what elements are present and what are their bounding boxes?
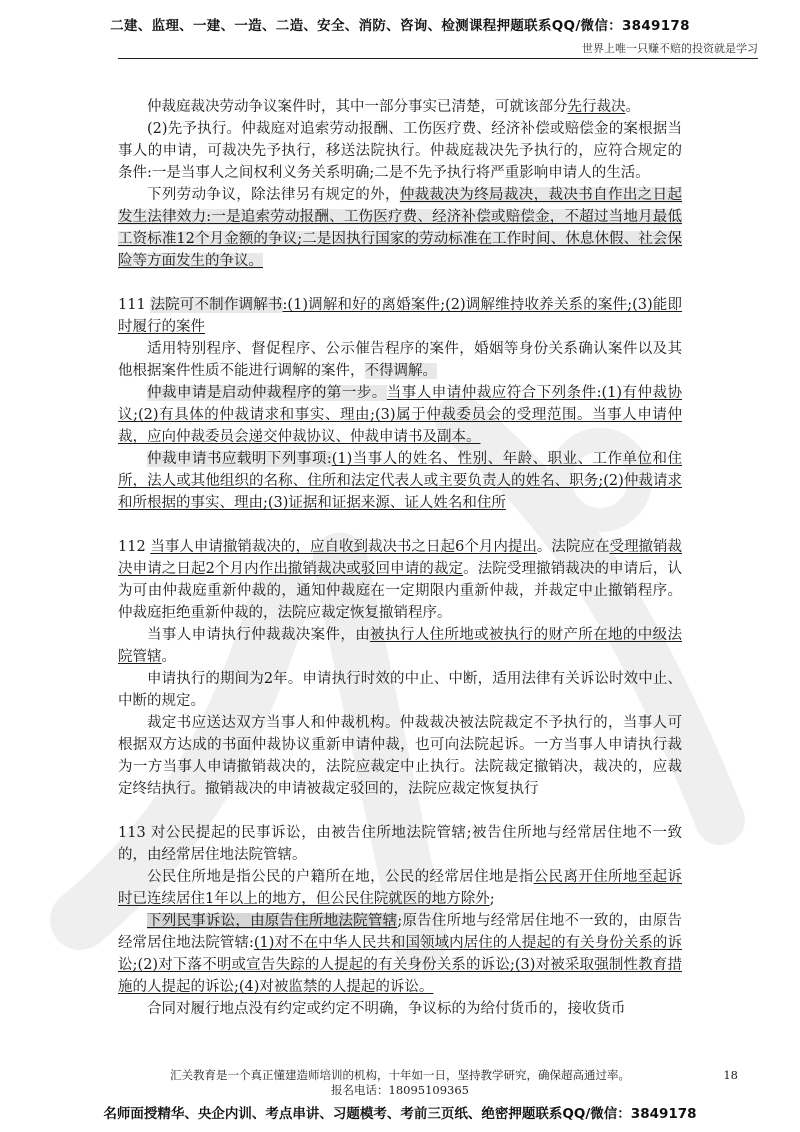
paragraph [118,382,682,448]
text-segment: 仲裁裁决为终局裁决，裁决书自作出之日起发生法律效力 [118,187,682,225]
paragraph [118,294,682,338]
text-segment: 。法院应在 [536,539,610,555]
paragraph [118,448,682,514]
paragraph [118,866,682,910]
page-number: 18 [723,1068,738,1082]
text-segment: 当事人申请执行仲裁裁决案件，由 [147,627,371,643]
paragraph [118,96,682,118]
header-divider [118,58,758,59]
paragraph [118,184,682,272]
text-segment: 。 [161,649,176,665]
text-segment: 113 对公民提起的民事诉讼，由被告住所地法院管辖;被告住所地与经常居住地不一致的，由经常居住地法院管辖。 [118,825,682,863]
footer-tagline: 汇关教育是一个真正懂建造师培训的机构，十年如一日，坚持教学研究，确保超高通过率。 [170,1068,630,1082]
paragraph [118,910,682,998]
paragraph [118,998,682,1020]
text-segment: ; [489,891,495,907]
text-segment: 合同对履行地点没有约定或约定不明确，争议标的为给付货币的，接收货币 [147,1001,626,1017]
text-segment: 下列民事诉讼，由原告住所地法院管辖 [147,913,398,929]
bottom-contact-banner: 名师面授精华、央企内训、考点串讲、习题模考、考前三页纸、绝密押题联系QQ/微信：3849178 [103,1106,697,1122]
text-segment: ;原告住所地与经常居住地不一致的，由原告经常居住地法院管辖: [118,913,682,951]
text-segment: 适用特别程序、督促程序、公示催告程序的案件，婚姻等身份关系确认案件以及其他根据案件性质不能进行调解的案件， [118,341,682,379]
footer-phone: 报名电话：18095109365 [331,1083,469,1097]
top-contact-banner: 二建、监理、一建、一造、二造、安全、消防、咨询、检测课程押题联系QQ/微信：3849178 [110,18,690,34]
text-segment: 公民离开住所地至起诉时已连续居住1年以上的地方，但公民住院就医的地方除外 [118,869,682,907]
text-segment: 。 [625,99,640,115]
paragraph [118,536,682,624]
text-segment: 法院可不制作调解书 [150,297,283,313]
footer-text [0,1068,800,1098]
text-segment: :(1)调解和好的离婚案件;(2)调解维持收养关系的案件;(3)能即时履行的案件 [118,297,682,335]
text-segment: 申请执行的期间为2年。申请执行时效的中止、中断，适用法律有关诉讼时效中止、中断的规定。 [118,671,682,709]
header-slogan: 世界上唯一只赚不赔的投资就是学习 [582,42,758,55]
document-body [118,96,682,1020]
text-segment: 当事人申请撤销裁决的，应自收到裁决书之日起6个月内提出 [150,539,537,555]
text-segment: 。法院受理撤销裁决的申请后，认为可由仲裁庭重新仲裁的，通知仲裁庭在一定期限内重新仲裁，并裁定中止撤销程序。仲裁庭拒绝重新仲裁的，法院应裁定恢复撤销程序。 [118,561,682,621]
text-segment: 下列劳动争议，除法律另有规定的外， [147,187,400,203]
text-segment: 仲裁庭裁决劳动争议案件时，其中一部分事实已清楚，可就该部分 [147,99,568,115]
text-segment: (1)有仲裁协议;(2)有具体的仲裁请求和事实、理由;(3)属于仲裁委员会的受理范围。当事人申请仲裁，应向仲裁委员会递交仲裁协议、仲裁申请书及副本。 [118,385,683,445]
paragraph [118,822,682,866]
paragraph [118,712,682,800]
text-segment: 先行裁决 [567,99,626,115]
text-segment: (1)当事人的姓名、性别、年龄、职业、工作单位和住所，法人或其他组织的名称、住所和法定代表人或主要负责人的姓名、职务;(2)仲裁请求和所根据的事实、理由;(3)证据和证据来源、证人姓名和住所 [118,451,682,511]
text-segment: 111 [118,297,151,313]
paragraph [118,624,682,668]
paragraph [118,338,682,382]
text-segment: :一是追索劳动报酬、工伤医疗费、经济补偿或赔偿金，不超过当地月最低工资标准12个月金额的争议;二是因执行国家的劳动标准在工作时间、休息休假、社会保险等方面发生的争议。 [118,209,682,269]
paragraph [118,668,682,712]
text-segment: 仲裁申请是启动仲裁程序的第一步。 [147,385,387,401]
text-segment: 裁定书应送达双方当事人和仲裁机构。仲裁裁决被法院裁定不予执行的，当事人可根据双方达成的书面仲裁协议重新申请仲裁，也可向法院起诉。一方当事人申请执行裁为一方当事人申请撤销裁决的，法院应裁定中止执行。法院裁定撤销决，裁决的，应裁定终结执行。撤销裁决的申请被裁定驳回的，法院应裁定恢复执行 [118,715,682,797]
text-segment: 公民住所地是指公民的户籍所在地，公民的经常居住地是指 [147,869,534,885]
text-segment: 被执行人住所地或被执行的财产所在地的中级法院管辖 [118,627,683,665]
text-segment: (2)先予执行。仲裁庭对追索劳动报酬、工伤医疗费、经济补偿或赔偿金的案根据当事人的申请，可裁决先予执行，移送法院执行。仲裁庭裁决先予执行的，应符合规定的条件:一是当事人之间权利义务关系明确;二是不先予执行将严重影响申请人的生活。 [118,121,682,181]
text-segment: 112 [118,539,151,555]
text-segment: (1)对不在中华人民共和国领域内居住的人提起的有关身份关系的诉讼;(2)对下落不明或宣告失踪的人提起的有关身份关系的诉讼;(3)对被采取强制性教育措施的人提起的诉讼;(4)对被监禁的人提起的诉讼。 [118,935,682,995]
text-segment: 不得调解。 [364,363,437,379]
text-segment: 仲裁申请书应载明下列事项: [147,451,332,467]
text-segment: 当事人申请仲裁应符合下列条件: [386,385,602,401]
text-segment: 受理撤销裁决申请之日起2个月内作出撤销裁决或驳回申请的裁定 [118,539,683,577]
paragraph [118,118,682,184]
